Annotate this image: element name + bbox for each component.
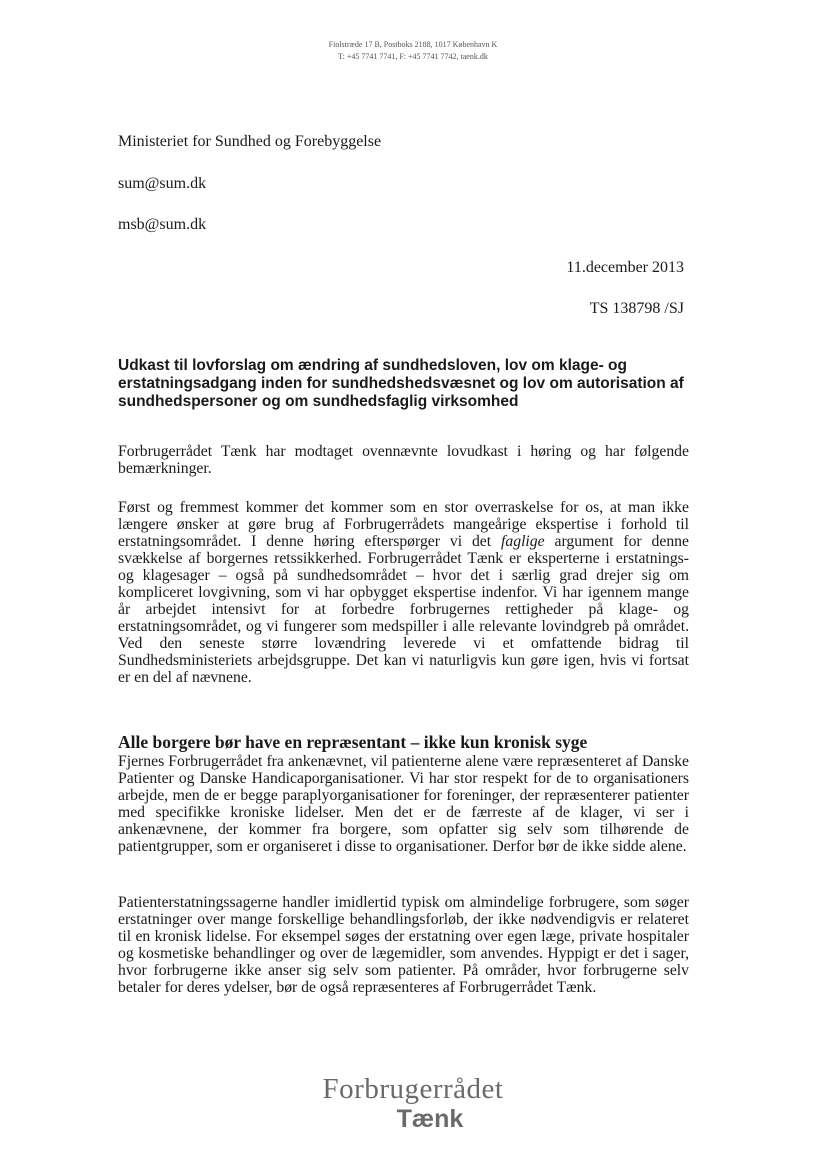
reference-number: TS 138798 /SJ <box>589 300 684 317</box>
paragraph-expertise-part2: argument for denne svækkelse af borgernes retssikkerhed. Forbrugerrådet Tænk er eksperterne i erstatnings- og klagesager – også på sundhedsområdet – hvor det i særlig grad drejer sig om kompliceret lovgivning, som vi har opbygget ekspertise indenfor. Vi har igennem mange år arbejdet intensivt for at forbedre forbrugernes rettigheder på klage- og erstatningsområdet, og vi fungerer som medspiller i alle relevante lovindgreb på området. Ved den seneste større lovændring leverede vi et omfattende bidrag til Sundhedsministeriets arbejdsgruppe. Det kan vi naturligvis kun gøre igen, hvis vi fortsat er en del af nævnene. <box>118 533 689 686</box>
letter-subject: Udkast til lovforslag om ændring af sundhedsloven, lov om klage- og erstatningsadgang inden for sundhedshedsvæsnet og lov om autorisation af sundhedspersoner og om sundhedsfaglig virksomhed <box>118 357 684 410</box>
recipient-email-1: sum@sum.dk <box>118 175 207 192</box>
recipient-name: Ministeriet for Sundhed og Forebyggelse <box>118 133 382 150</box>
section-heading: Alle borgere bør have en repræsentant – ikke kun kronisk syge <box>118 732 588 752</box>
logo-wordmark-line2: Tænk <box>396 1105 464 1133</box>
recipient-email-2: msb@sum.dk <box>118 216 207 233</box>
organization-logo <box>0 1073 826 1133</box>
paragraph-consumers: Patienterstatningssagerne handler imidlertid typisk om almindelige forbrugere, som søger erstatninger over mange forskellige behandlingsforløb, der ikke nødvendigvis er relateret til en kronisk lidelse. For eksempel søges der erstatning over egen læge, private hospitaler og kosmetiske behandlinger og over de lægemidler, som anvendes. Hyppigt er det i sager, hvor forbrugerne ikke anser sig selv som patienter. På områder, hvor forbrugerne selv betaler for deres ydelser, bør de også repræsenteres af Forbrugerrådet Tænk. <box>118 894 689 996</box>
logo-wordmark-line1: Forbrugerrådet <box>322 1073 504 1105</box>
letterhead <box>0 39 826 63</box>
paragraph-expertise <box>118 499 689 686</box>
letterhead-address: Fiolstræde 17 B, Postboks 2188, 1017 København K <box>328 40 498 49</box>
letterhead-contact: T: +45 7741 7741, F: +45 7741 7742, taenk.dk <box>338 52 488 61</box>
paragraph-expertise-part1: Først og fremmest kommer det kommer som en stor overraskelse for os, at man ikke længere ønsker at gøre brug af Forbrugerrådets mangeårige ekspertise i forhold til erstatningsområdet. I denne høring efterspørger vi det <box>118 499 689 550</box>
letter-date: 11.december 2013 <box>566 259 684 276</box>
paragraph-representation: Fjernes Forbrugerrådet fra ankenævnet, vil patienterne alene være repræsenteret af Danske Patienter og Danske Handicaporganisationer. Vi har stor respekt for de to organisationers arbejde, men de er begge paraplyorganisationer for foreninger, der repræsenterer patienter med specifikke kroniske lidelser. Men det er de færreste af de klager, vi ser i ankenævnene, der kommer fra borgere, som opfatter sig selv som tilhørende de patientgrupper, som er organiseret i disse to organisationer. Derfor bør de ikke sidde alene. <box>118 753 689 855</box>
paragraph-expertise-emphasis: faglige <box>501 533 545 550</box>
paragraph-intro: Forbrugerrådet Tænk har modtaget ovennævnte lovudkast i høring og har følgende bemærkninger. <box>118 443 689 477</box>
